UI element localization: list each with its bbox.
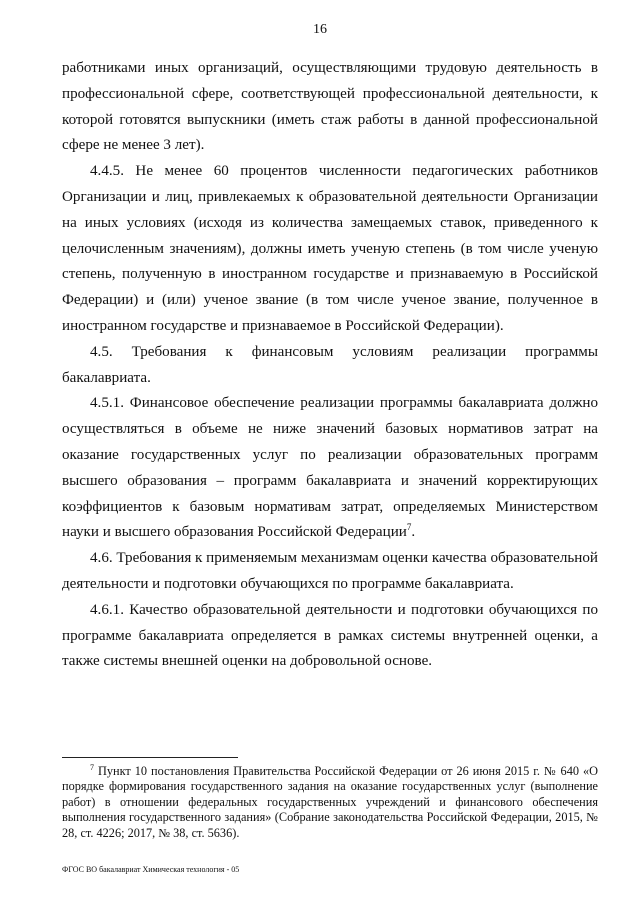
page-footer: ФГОС ВО бакалавриат Химическая технология - 05 (62, 865, 240, 874)
paragraph-4-5-1-text: 4.5.1. Финансовое обеспечение реализации программы бакалавриата должно осуществляться в объеме не ниже значений базовых нормативов затрат на оказание государственных услуг по реализации образовательных программ высшего образования – программ бакалавриата и значений корректирующих коэффициентов к базовым нормативам затрат, определяемых Министерством науки и высшего образования Российской Федерации (62, 395, 598, 541)
paragraph-4-5-1 (62, 391, 598, 546)
footnote-marker: 7 (90, 762, 94, 772)
footnote (62, 764, 598, 841)
paragraph-continuation: работниками иных организаций, осуществляющими трудовую деятельность в профессиональной сфере, соответствующей профессиональной деятельности, к которой готовятся выпускники (иметь стаж работы в данной профессиональной сфере не менее 3 лет). (62, 60, 598, 154)
paragraph-4-4-5: 4.4.5. Не менее 60 процентов численности педагогических работников Организации и лиц, привлекаемых к образовательной деятельности Организации на иных условиях (исходя из количества замещаемых ставок, приведенного к целочисленным значениям), должны иметь ученую степень (в том числе ученую степень, полученную в иностранном государстве и признаваемую в Российской Федерации) и (или) ученое звание (в том числе ученое звание, полученное в иностранном государстве и признаваемое в Российской Федерации). (62, 163, 598, 334)
paragraph-4-5-1-end: . (411, 524, 416, 541)
page-body (62, 56, 598, 675)
footnote-text: Пункт 10 постановления Правительства Российской Федерации от 26 июня 2015 г. № 640 «О порядке формирования государственного задания на оказание государственных услуг (выполнение работ) в отношении федеральных государственных учреждений и финансового обеспечения выполнения государственного задания» (Собрание законодательства Российской Федерации, 2015, № 28, ст. 4226; 2017, № 38, ст. 5636). (62, 764, 598, 840)
heading-4-5: 4.5. Требования к финансовым условиям реализации программы бакалавриата. (62, 343, 598, 386)
paragraph-4-6-1: 4.6.1. Качество образовательной деятельности и подготовки обучающихся по программе бакалавриата определяется в рамках системы внутренней оценки, а также системы внешней оценки на добровольной основе. (62, 601, 598, 670)
footnote-separator (62, 757, 238, 758)
heading-4-6: 4.6. Требования к применяемым механизмам оценки качества образовательной деятельности и подготовки обучающихся по программе бакалавриата. (62, 550, 598, 592)
page-number: 16 (313, 22, 327, 37)
footnote-reference: 7 (406, 522, 412, 533)
